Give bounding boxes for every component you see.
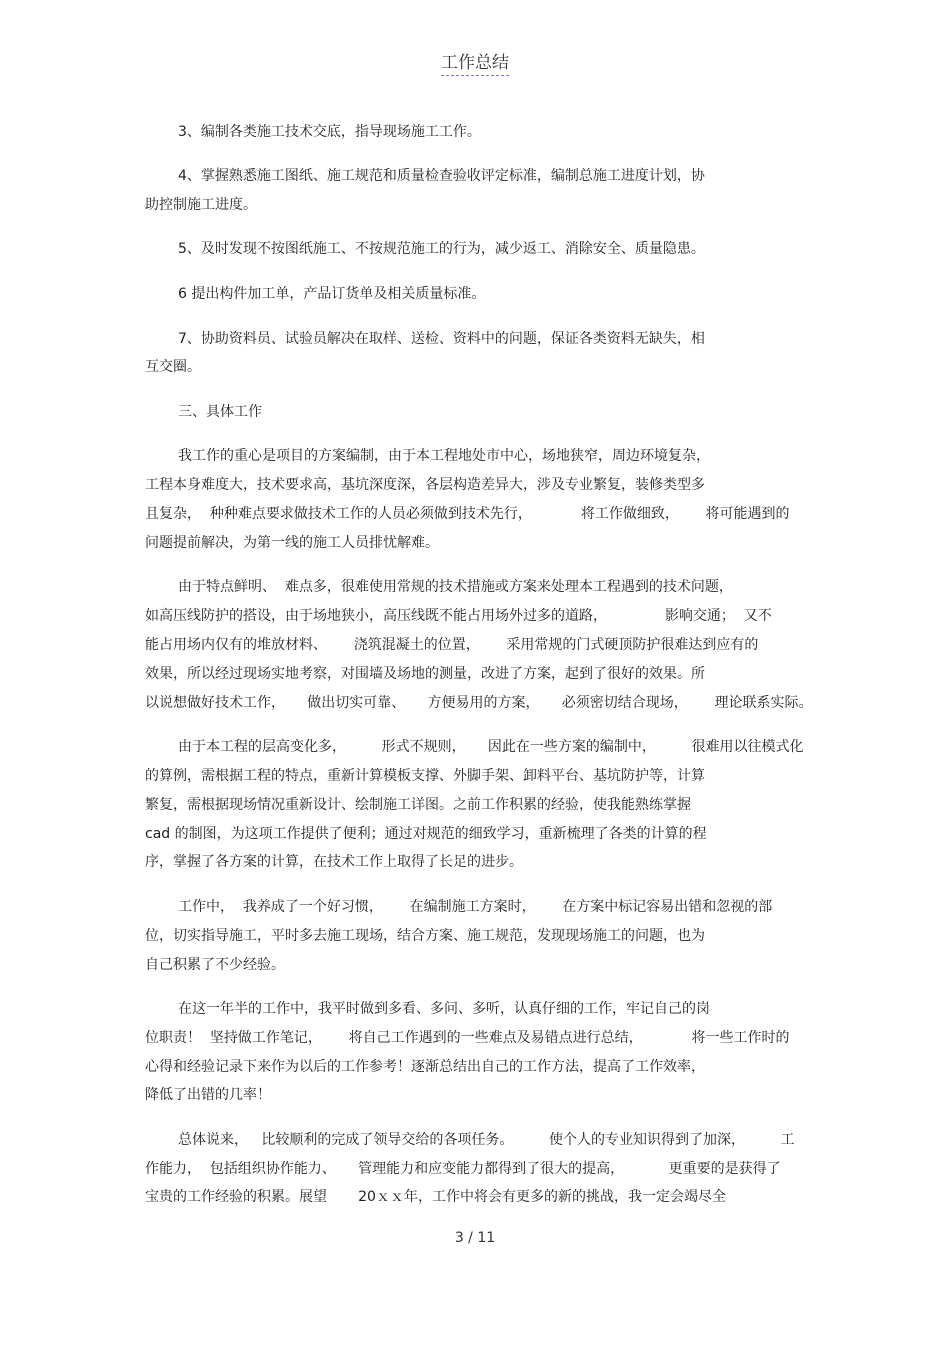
text-line: 位职责！ 坚持做工作笔记， 将自己工作遇到的一些难点及易错点进行总结， 将一些工作时的 [145, 1030, 790, 1046]
text-line: 由于本工程的层高变化多， 形式不规则， 因此在一些方案的编制中， 很难用以往模式化 [178, 739, 804, 755]
text-line: 4、掌握熟悉施工图纸、施工规范和质量检查验收评定标准，编制总施工进度计划，协 [178, 168, 705, 184]
text-line: 如高压线防护的搭设，由于场地狭小，高压线既不能占用场外过多的道路， 影响交通； 又不 [145, 608, 772, 624]
text-line: 助控制施工进度。 [145, 197, 257, 213]
text-line: 效果，所以经过现场实地考察，对围墙及场地的测量，改进了方案，起到了很好的效果。所 [145, 666, 705, 682]
text-line: 自己积累了不少经验。 [145, 957, 285, 973]
text-line: cad 的制图，为这项工作提供了便利；通过对规范的细致学习，重新梳理了各类的计算的程 [145, 826, 707, 842]
text-line: 问题提前解决，为第一线的施工人员排忧解难。 [145, 535, 439, 551]
text-line: 6 提出构件加工单，产品订货单及相关质量标准。 [178, 286, 486, 302]
text-line: 由于特点鲜明、 难点多，很难使用常规的技术措施或方案来处理本工程遇到的技术问题， [178, 579, 733, 595]
text-line: 心得和经验记录下来作为以后的工作参考！逐渐总结出自己的工作方法，提高了工作效率， [145, 1059, 705, 1075]
page-number: 3 / 11 [454, 1230, 496, 1246]
text-line: 我工作的重心是项目的方案编制，由于本工程地处市中心，场地狭窄，周边环境复杂， [178, 448, 710, 464]
text-line: 5、及时发现不按图纸施工、不按规范施工的行为，减少返工、消除安全、质量隐患。 [178, 241, 705, 257]
text-line: 序，掌握了各方案的计算，在技术工作上取得了长足的进步。 [145, 854, 523, 870]
text-line: 宝贵的工作经验的积累。展望 20ｘｘ年，工作中将会有更多的新的挑战，我一定会竭尽全 [145, 1189, 726, 1205]
text-line: 作能力， 包括组织协作能力、 管理能力和应变能力都得到了很大的提高， 更重要的是获得了 [145, 1161, 781, 1177]
page-header [0, 48, 950, 73]
text-line: 3、编制各类施工技术交底，指导现场施工工作。 [178, 124, 481, 140]
text-line: 且复杂， 种种难点要求做技术工作的人员必须做到技术先行， 将工作做细致， 将可能遇到的 [145, 506, 790, 522]
text-line: 总体说来， 比较顺利的完成了领导交给的各项任务。 使个人的专业知识得到了加深， 工 [178, 1132, 795, 1148]
text-line: 工程本身难度大，技术要求高，基坑深度深，各层构造差异大，涉及专业繁复，装修类型多 [145, 477, 705, 493]
text-line: 繁复，需根据现场情况重新设计、绘制施工详图。之前工作积累的经验，使我能熟练掌握 [145, 797, 691, 813]
text-line: 的算例，需根据工程的特点，重新计算模板支撑、外脚手架、卸料平台、基坑防护等，计算 [145, 768, 705, 784]
text-line: 降低了出错的几率！ [145, 1087, 271, 1103]
text-line: 能占用场内仅有的堆放材料、 浇筑混凝土的位置， 采用常规的门式硬顶防护很难达到应有的 [145, 637, 759, 653]
section-heading: 三、具体工作 [178, 404, 262, 420]
header-title: 工作总结 [441, 53, 509, 76]
text-line: 工作中， 我养成了一个好习惯， 在编制施工方案时， 在方案中标记容易出错和忽视的部 [178, 899, 773, 915]
text-line: 7、协助资料员、试验员解决在取样、送检、资料中的问题，保证各类资料无缺失，相 [178, 331, 705, 347]
text-line: 以说想做好技术工作， 做出切实可靠、 方便易用的方案， 必须密切结合现场， 理论联系实际。 [145, 695, 813, 711]
text-line: 互交圈。 [145, 359, 201, 375]
text-line: 位，切实指导施工，平时多去施工现场，结合方案、施工规范，发现现场施工的问题，也为 [145, 928, 705, 944]
text-line: 在这一年半的工作中，我平时做到多看、多问、多听，认真仔细的工作，牢记自己的岗 [178, 1001, 710, 1017]
